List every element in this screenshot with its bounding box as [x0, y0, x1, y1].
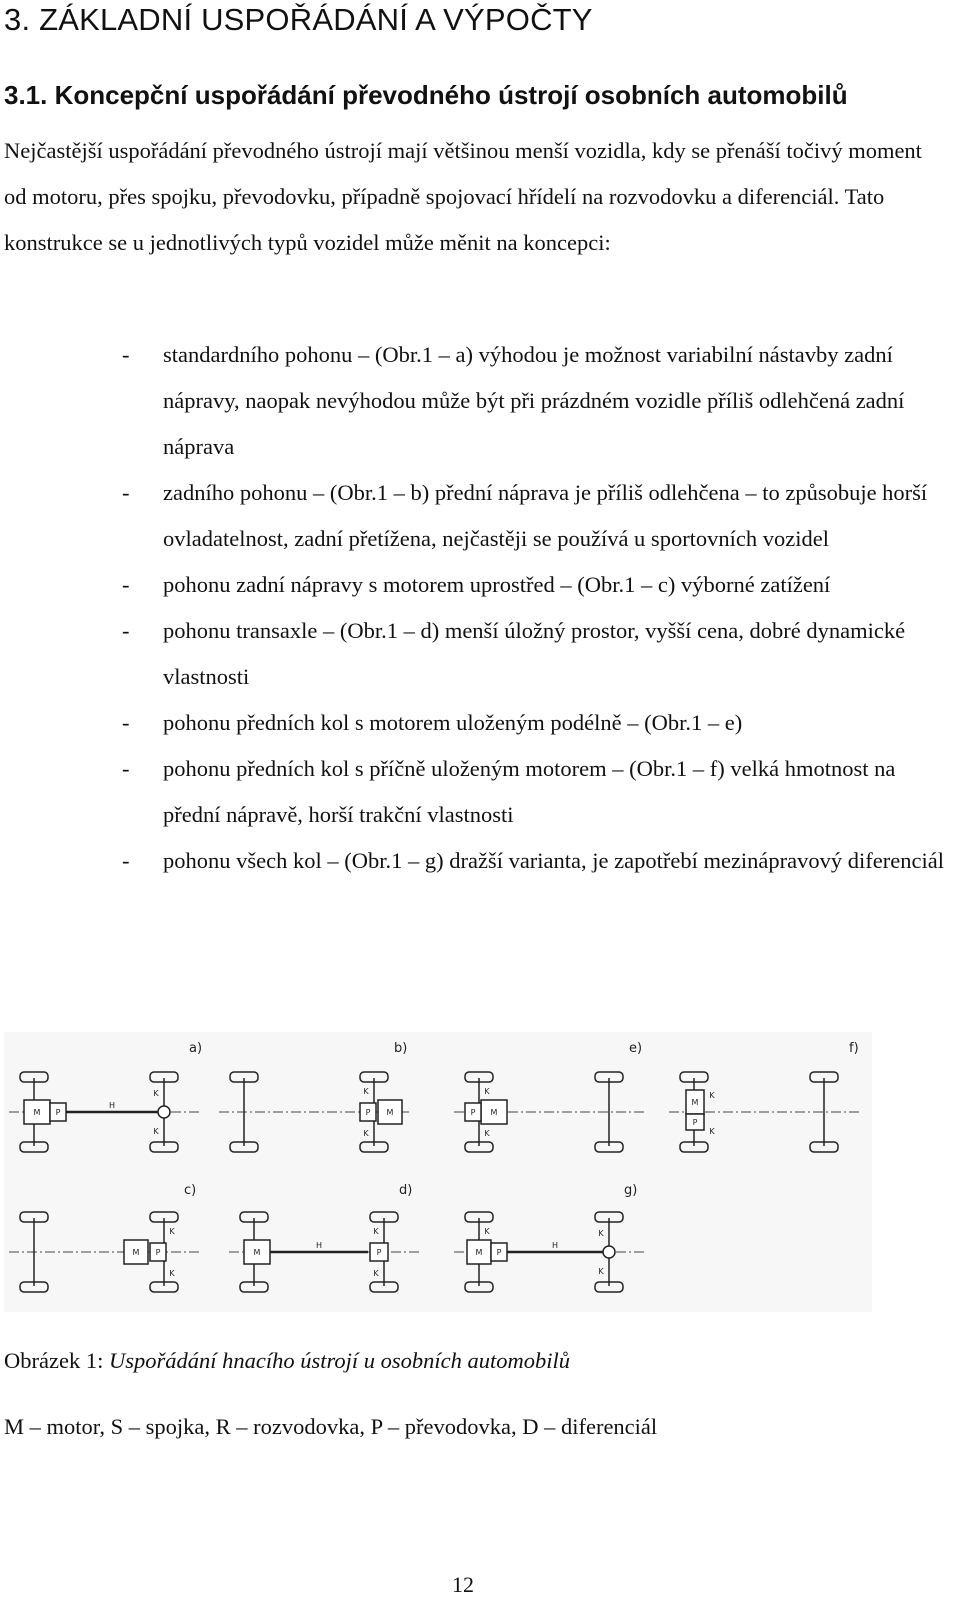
section-heading: 3. ZÁKLADNÍ USPOŘÁDÁNÍ A VÝPOČTY: [4, 2, 593, 37]
list-item: [0, 470, 950, 562]
joint-label: K: [169, 1227, 175, 1236]
gearbox-box-label: P: [55, 1108, 61, 1117]
differential: [603, 1246, 615, 1258]
abbreviation-legend: M – motor, S – spojka, R – rozvodovka, P – převodovka, D – diferenciál: [4, 1414, 658, 1439]
figure-part-label: c): [184, 1183, 197, 1198]
joint-label: K: [484, 1227, 490, 1236]
list-item: [0, 838, 950, 884]
list-item: [0, 700, 950, 746]
list-item-text: pohonu předních kol s motorem uloženým podélně – (Obr.1 – e): [163, 710, 743, 735]
shaft-label: H: [108, 1101, 116, 1110]
figure-caption: [4, 1348, 570, 1374]
joint-label: K: [153, 1089, 159, 1098]
list-dash: -: [122, 572, 130, 597]
list-dash: -: [122, 480, 130, 505]
joint-label: K: [484, 1129, 490, 1138]
joint-label: K: [373, 1269, 379, 1278]
list-item-text: standardního pohonu – (Obr.1 – a) výhodou je možnost variabilní nástavby zadní nápravy, naopak nevýhodou může být při prázdném vozidle příliš odlehčená zadní náprava: [163, 342, 905, 459]
figure-part-label: a): [189, 1041, 203, 1056]
motor-box-label: M: [132, 1248, 140, 1257]
joint-label: K: [484, 1087, 490, 1096]
gearbox-box-label: P: [692, 1118, 698, 1127]
subsection-heading: 3.1. Koncepční uspořádání převodného ústrojí osobních automobilů: [4, 80, 848, 110]
joint-label: K: [709, 1127, 715, 1136]
list-item-text: pohonu předních kol s příčně uloženým motorem – (Obr.1 – f) velká hmotnost na přední nápravě, horší trakční vlastnosti: [163, 756, 896, 827]
joint-label: K: [363, 1129, 369, 1138]
joint-label: K: [598, 1267, 604, 1276]
list-item-text: pohonu zadní nápravy s motorem uprostřed – (Obr.1 – c) výborné zatížení: [163, 572, 831, 597]
motor-box-label: M: [475, 1248, 483, 1257]
gearbox-box-label: P: [470, 1108, 476, 1117]
differential: [158, 1106, 170, 1118]
caption-text: Uspořádání hnacího ústrojí u osobních automobilů: [108, 1348, 571, 1373]
figure-part-label: g): [624, 1183, 638, 1198]
list-dash: -: [122, 618, 130, 643]
figure-part-label: d): [399, 1183, 413, 1198]
motor-box-label: M: [253, 1248, 261, 1257]
list-item: [0, 608, 950, 700]
list-dash: -: [122, 848, 130, 873]
page-number: 12: [452, 1572, 474, 1597]
shaft-label: H: [551, 1241, 559, 1250]
joint-label: K: [169, 1269, 175, 1278]
shaft-label: H: [315, 1241, 323, 1250]
figure-part-label: b): [394, 1041, 408, 1056]
joint-label: K: [373, 1227, 379, 1236]
list-dash: -: [122, 342, 130, 367]
list-item: [0, 746, 950, 838]
gearbox-box-label: P: [376, 1248, 382, 1257]
joint-label: K: [709, 1091, 715, 1100]
list-item: [0, 562, 950, 608]
list-item: [0, 332, 950, 470]
list-dash: -: [122, 710, 130, 735]
drivetrain-figure: [4, 1032, 872, 1312]
motor-box-label: M: [386, 1108, 394, 1117]
gearbox-box-label: P: [496, 1248, 502, 1257]
intro-paragraph: Nejčastější uspořádání převodného ústrojí mají většinou menší vozidla, kdy se přenáší točivý moment od motoru, přes spojku, převodovku, případně spojovací hřídelí na rozvodovku a diferenciál. Tato konstrukce se u jednotlivých typů vozidel může měnit na koncepci:: [4, 138, 922, 255]
list-item-text: pohonu všech kol – (Obr.1 – g) dražší varianta, je zapotřebí mezinápravový diferenciál: [163, 848, 944, 873]
list-dash: -: [122, 756, 130, 781]
gearbox-box-label: P: [365, 1108, 371, 1117]
list-item-text: zadního pohonu – (Obr.1 – b) přední náprava je příliš odlehčena – to způsobuje horší ovladatelnost, zadní přetížena, nejčastěji se používá u sportovních vozidel: [163, 480, 928, 551]
figure-part-label: f): [849, 1041, 859, 1056]
figure-part-label: e): [629, 1041, 643, 1056]
motor-box-label: M: [691, 1098, 699, 1107]
drive-concepts-list: [0, 332, 950, 884]
caption-prefix: Obrázek 1:: [4, 1348, 109, 1373]
motor-box-label: M: [33, 1108, 41, 1117]
joint-label: K: [153, 1127, 159, 1136]
joint-label: K: [598, 1229, 604, 1238]
joint-label: K: [363, 1087, 369, 1096]
motor-box-label: M: [490, 1108, 498, 1117]
drivetrain-diagram: [4, 1032, 872, 1312]
list-item-text: pohonu transaxle – (Obr.1 – d) menší úložný prostor, vyšší cena, dobré dynamické vlastnosti: [163, 618, 906, 689]
gearbox-box-label: P: [155, 1248, 161, 1257]
